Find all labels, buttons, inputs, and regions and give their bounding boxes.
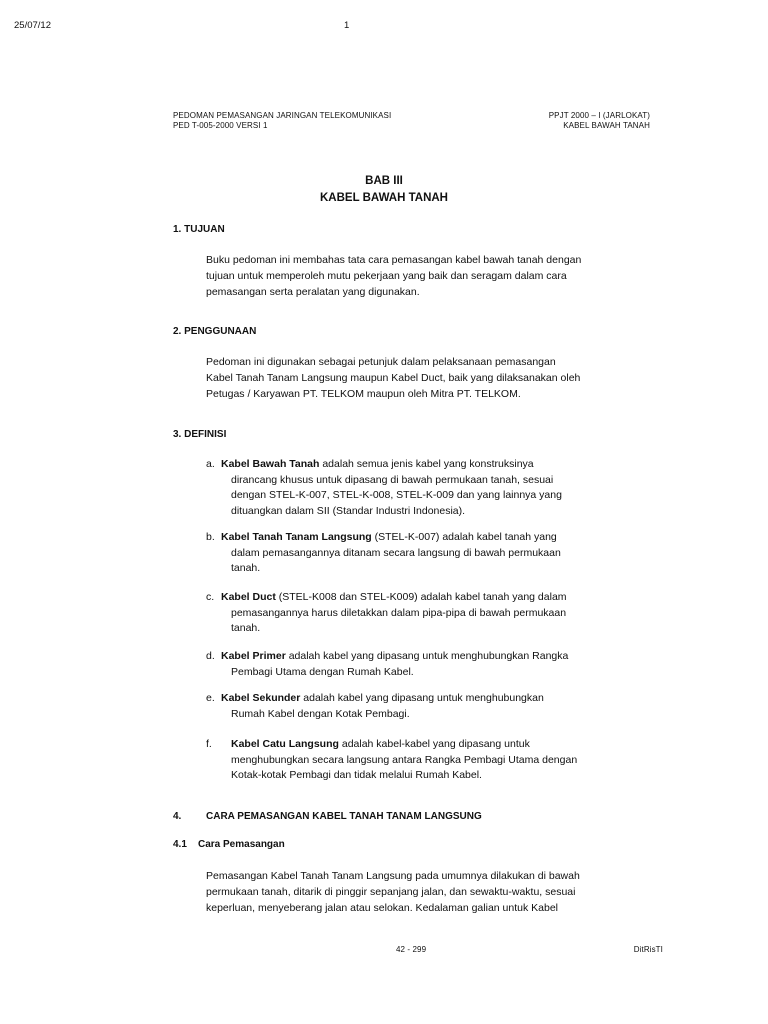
chapter-number: BAB III [365,175,403,187]
doc-header-right-line2: KABEL BAWAH TANAH [563,121,650,130]
doc-header-right-line1: PPJT 2000 – I (JARLOKAT) [548,111,650,120]
paragraph-line: Pedoman ini digunakan sebagai petunjuk dalam pelaksanaan pemasangan [206,356,556,368]
definition-term: Kabel Tanah Tanam Langsung [221,531,372,543]
section-heading-penggunaan: 2. PENGGUNAAN [173,326,257,337]
definition-line: menghubungkan secara langsung antara Rangka Pembagi Utama dengan [231,753,578,766]
definition-line: tanah. [231,622,261,634]
paragraph-line: tujuan untuk memperoleh mutu pekerjaan yang baik dan seragam dalam cara [206,270,567,282]
definition-text: adalah kabel yang dipasang untuk menghubungkan [300,692,544,704]
definition-line: dengan STEL-K-007, STEL-K-008, STEL-K-009 dan yang lainnya yang [231,489,562,501]
definition-text: (STEL-K008 dan STEL-K009) adalah kabel tanah yang dalam [275,591,567,603]
paragraph-line: Petugas / Karyawan PT. TELKOM maupun oleh Mitra PT. TELKOM. [206,388,521,400]
subsection-number: 4.1 [173,839,187,850]
definition-line: pemasangannya harus diletakkan dalam pipa-pipa di bawah permukaan [231,606,567,619]
definition-line: Rumah Kabel dengan Kotak Pembagi. [231,707,410,720]
paragraph-line: keperluan, menyeberang jalan atau selokan. Kedalaman galian untuk Kabel [206,902,558,914]
definition-marker: c. [206,591,215,603]
section-heading-tujuan: 1. TUJUAN [173,224,225,235]
definition-line: dituangkan dalam SII (Standar Industri Indonesia). [231,504,466,517]
definition-text: adalah kabel yang dipasang untuk menghubungkan Rangka [285,650,569,662]
section-body-penggunaan [206,354,626,402]
paragraph-line: pemasangan serta peralatan yang digunakan. [206,286,420,298]
subsection-heading: Cara Pemasangan [198,839,285,850]
definition-marker: b. [206,531,215,543]
definition-term: Kabel Primer [221,650,286,662]
doc-header-left-line2: PED T-005-2000 VERSI 1 [173,121,268,130]
chapter-title: KABEL BAWAH TANAH [320,192,448,204]
definition-marker: a. [206,458,215,470]
definition-marker: d. [206,650,215,662]
definition-line: Kotak-kotak Pembagi dan tidak melalui Rumah Kabel. [231,769,482,781]
definition-line: dirancang khusus untuk dipasang di bawah permukaan tanah, sesuai [231,473,554,486]
print-page-number: 1 [344,20,350,31]
paragraph-line: Buku pedoman ini membahas tata cara pemasangan kabel bawah tanah dengan [206,254,582,266]
definition-line: dalam pemasangannya ditanam secara langsung di bawah permukaan [231,546,561,559]
definition-marker: f. [206,738,212,750]
print-date: 25/07/12 [14,20,51,31]
paragraph-line: Pemasangan Kabel Tanah Tanam Langsung pada umumnya dilakukan di bawah [206,870,580,882]
definition-text: (STEL-K-007) adalah kabel tanah yang [371,531,557,543]
paragraph-line: Kabel Tanah Tanam Langsung maupun Kabel Duct, baik yang dilaksanakan oleh [206,372,581,384]
section-heading-definisi: 3. DEFINISI [173,429,227,440]
definition-text: adalah kabel-kabel yang dipasang untuk [338,738,530,750]
definition-term: Kabel Catu Langsung [231,738,339,750]
definition-term: Kabel Duct [221,591,276,603]
section-body-cara [206,868,626,916]
definition-term: Kabel Bawah Tanah [221,458,320,470]
definition-term: Kabel Sekunder [221,692,301,704]
definition-marker: e. [206,692,215,704]
footer-page-ref: 42 - 299 [396,945,427,954]
definition-line: tanah. [231,562,261,574]
section-heading-cara: CARA PEMASANGAN KABEL TANAH TANAM LANGSUNG [206,811,482,822]
paragraph-line: permukaan tanah, ditarik di pinggir sepanjang jalan, dan sewaktu-waktu, sesuai [206,886,576,898]
doc-header-left-line1: PEDOMAN PEMASANGAN JARINGAN TELEKOMUNIKASI [173,111,392,120]
section-body-tujuan [206,252,626,300]
definition-line: Pembagi Utama dengan Rumah Kabel. [231,665,414,678]
definition-text: adalah semua jenis kabel yang konstruksinya [319,458,534,470]
section-number-cara: 4. [173,811,182,822]
footer-org: DitRisTI [633,945,663,954]
